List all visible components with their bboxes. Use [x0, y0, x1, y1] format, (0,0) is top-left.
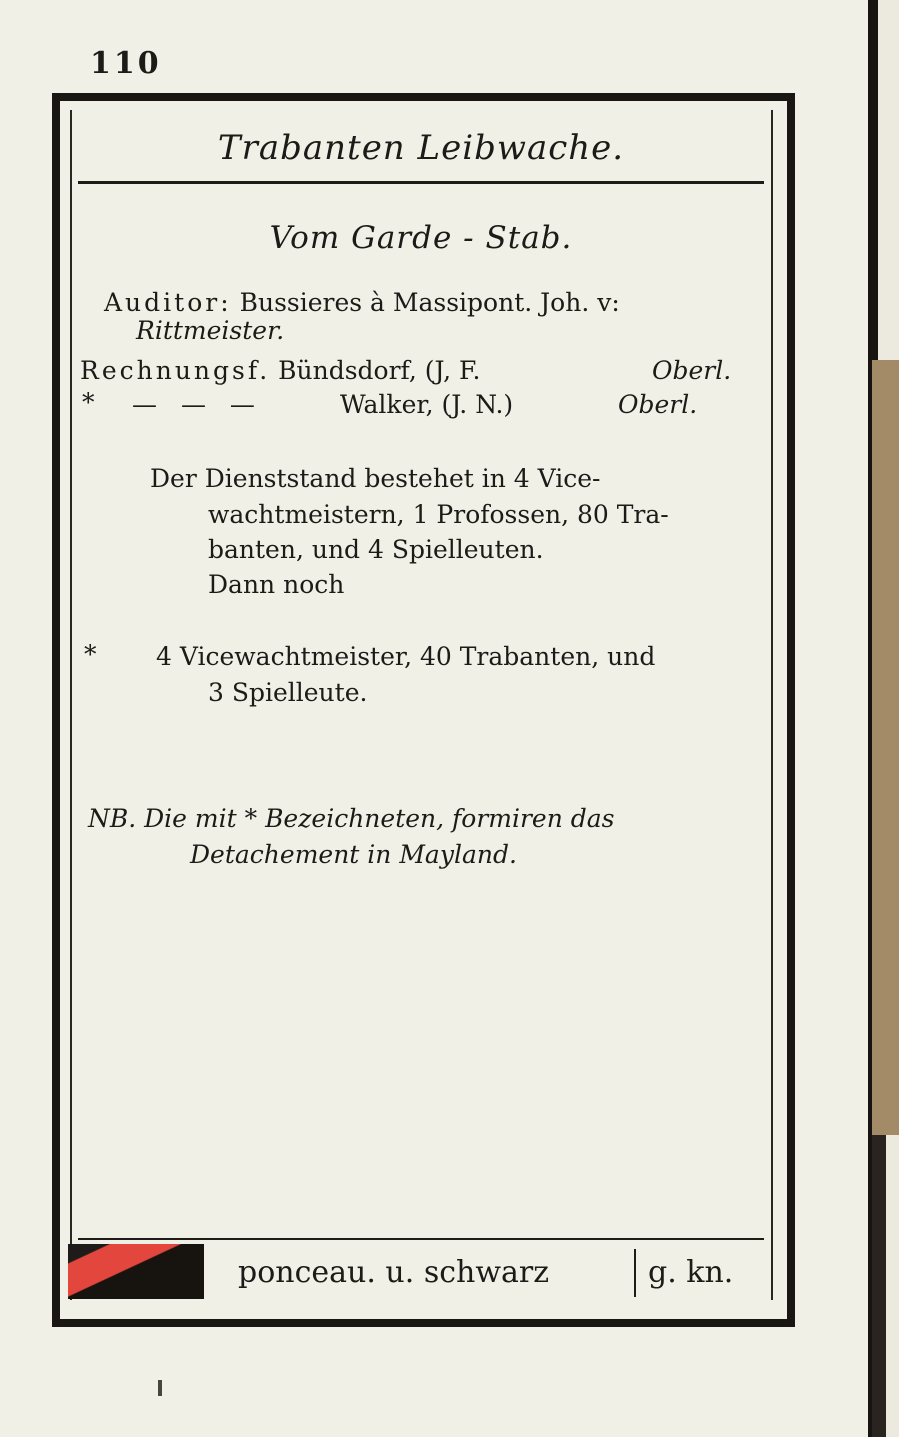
heading-divider	[78, 181, 764, 184]
accountant-rank: Oberl.	[652, 356, 732, 385]
accountant-entry: Bündsdorf, (J, F.	[278, 356, 481, 385]
auditor-rank: Rittmeister.	[136, 316, 285, 345]
service-strength-line-4: Dann noch	[208, 570, 345, 599]
next-page-shadow	[872, 360, 899, 1135]
uniform-buttons: g. kn.	[648, 1255, 734, 1290]
detachment-marker: *	[84, 640, 97, 669]
walker-entry: Walker, (J. N.)	[340, 390, 514, 419]
section-title: Trabanten Leibwache.	[217, 128, 625, 168]
walker-rank: Oberl.	[618, 390, 698, 419]
auditor-line	[104, 290, 620, 315]
accountant-role: Rechnungsf.	[80, 356, 271, 385]
auditor-entry: Bussieres à Massipont. Joh. v:	[239, 288, 620, 317]
service-strength-line-2: wachtmeistern, 1 Profossen, 80 Tra-	[208, 500, 669, 529]
service-strength-line-3: banten, und 4 Spielleuten.	[208, 535, 544, 564]
ink-mark	[158, 1380, 162, 1396]
detachment-line-2: 3 Spielleute.	[208, 678, 368, 707]
footer-separator	[634, 1249, 636, 1297]
auditor-role: Auditor:	[104, 288, 232, 317]
note-line-2: Detachement in Mayland.	[190, 840, 517, 869]
walker-dashes: — — —	[132, 390, 255, 419]
footer-divider	[78, 1238, 764, 1240]
detachment-line-1: 4 Vicewachtmeister, 40 Trabanten, und	[156, 642, 656, 671]
page-number: 110	[90, 46, 162, 81]
accountant-line	[80, 358, 480, 383]
walker-marker: *	[82, 388, 95, 417]
next-page-fold	[872, 1135, 886, 1437]
subsection-title: Vom Garde - Stab.	[269, 220, 573, 256]
note-line-1: NB. Die mit * Bezeichneten, formiren das	[88, 804, 615, 833]
uniform-colors: ponceau. u. schwarz	[238, 1255, 550, 1290]
uniform-color-swatch	[68, 1244, 204, 1299]
service-strength-line-1: Der Dienststand bestehet in 4 Vice-	[150, 464, 601, 493]
